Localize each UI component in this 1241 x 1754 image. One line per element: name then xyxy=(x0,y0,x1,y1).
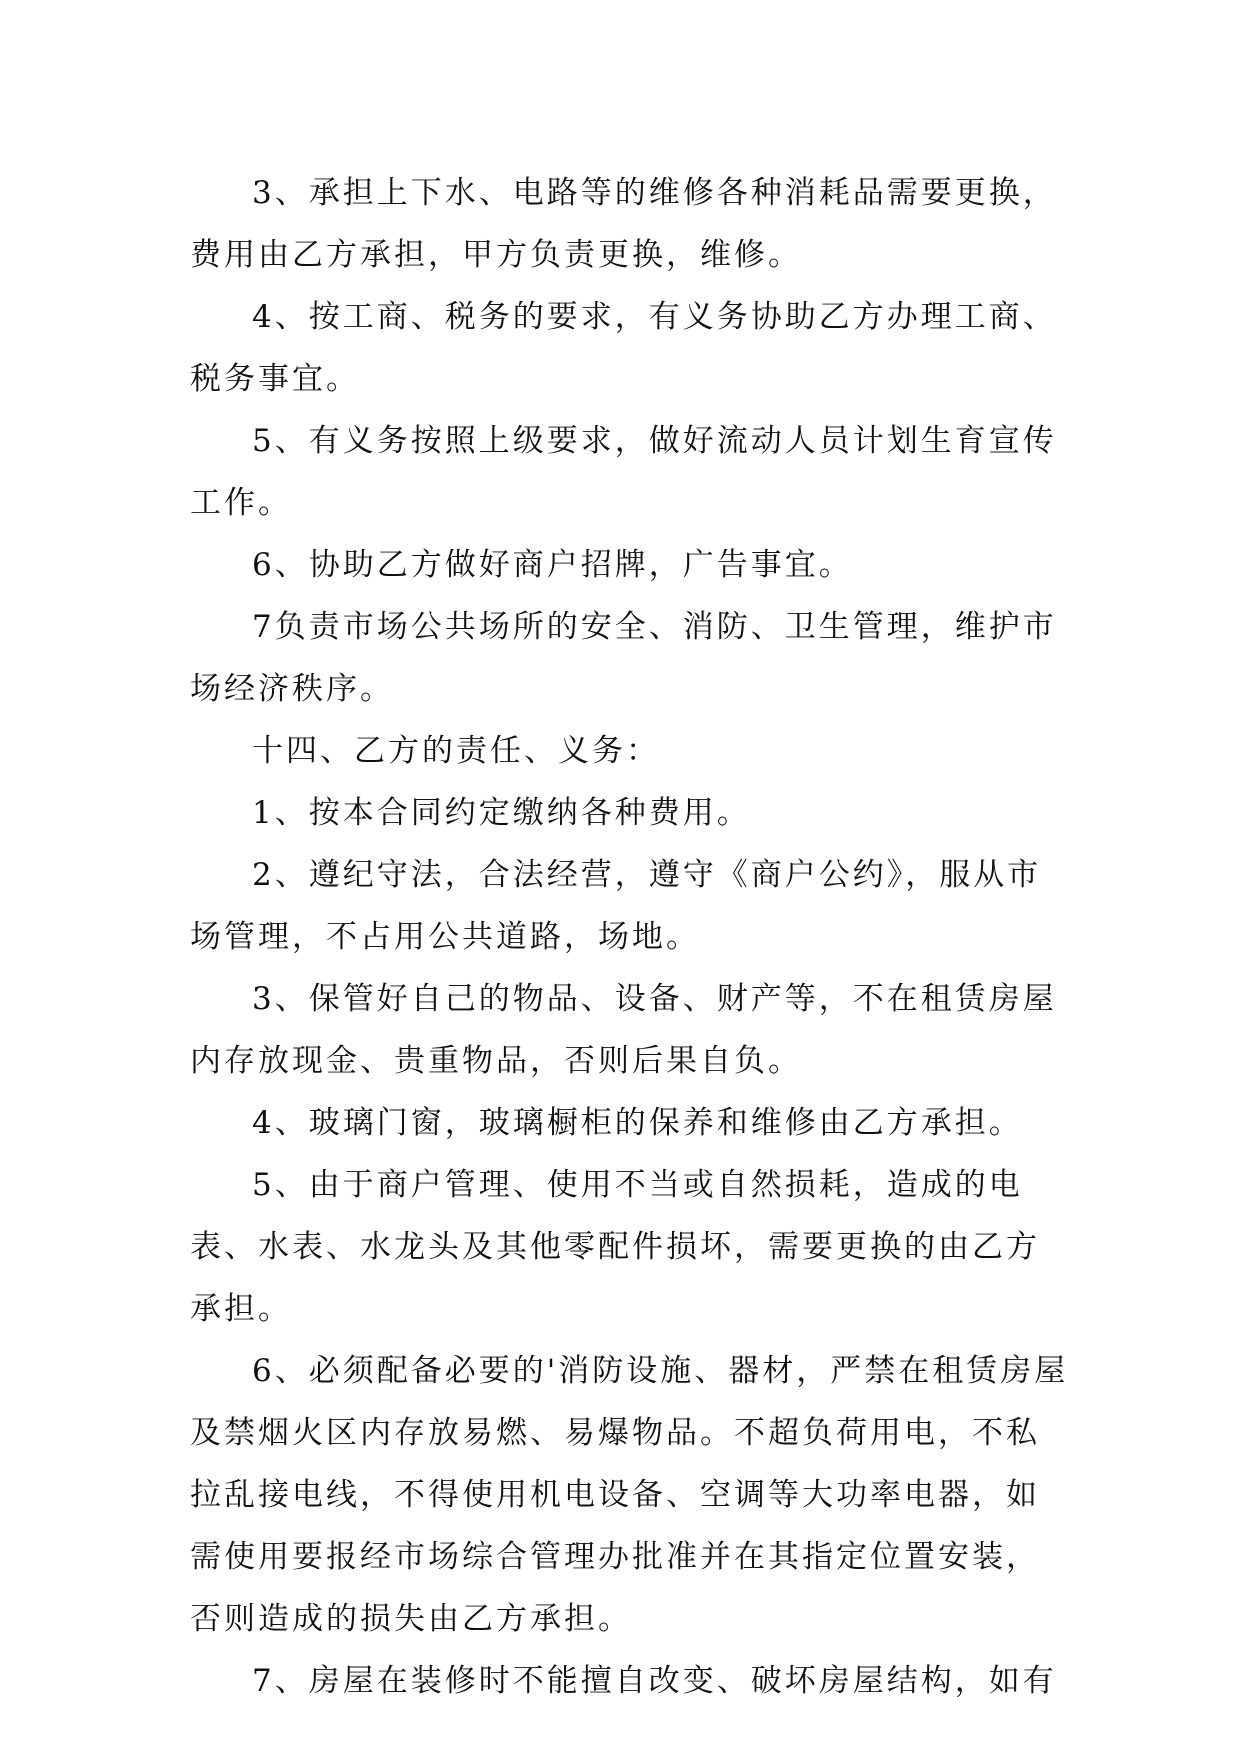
paragraph-b-item-2: 2、遵纪守法，合法经营，遵守《商户公约》，服从市场管理，不占用公共道路，场地。 xyxy=(190,857,1042,955)
paragraph-b-item-4: 4、玻璃门窗，玻璃橱柜的保养和维修由乙方承担。 xyxy=(252,1105,1023,1141)
paragraph-b-item-5: 5、由于商户管理、使用不当或自然损耗，造成的电表、水表、水龙头及其他零配件损坏，需要更换的由乙方承担。 xyxy=(190,1167,1040,1327)
paragraph-b-item-1: 1、按本合同约定缴纳各种费用。 xyxy=(252,795,751,831)
paragraph-b-item-6: 6、必须配备必要的'消防设施、器材，严禁在租赁房屋及禁烟火区内存放易燃、易爆物品。不超负荷用电，不私拉乱接电线，不得使用机电设备、空调等大功率电器，如需使用要报经市场综合管理办批准并在其指定位置安装，否则造成的损失由乙方承担。 xyxy=(190,1353,1069,1637)
paragraph-b-item-7: 7、房屋在装修时不能擅自改变、破坏房屋结构，如有 xyxy=(252,1663,1057,1699)
document-body xyxy=(190,162,1070,1712)
paragraph-item-3-maintenance: 3、承担上下水、电路等的维修各种消耗品需要更换，费用由乙方承担，甲方负责更换，维修。 xyxy=(190,175,1057,273)
paragraph-b-item-3: 3、保管好自己的物品、设备、财产等，不在租赁房屋内存放现金、贵重物品，否则后果自负。 xyxy=(190,981,1057,1079)
section-heading-party-b: 十四、乙方的责任、义务： xyxy=(252,733,660,769)
paragraph-item-5-publicity: 5、有义务按照上级要求，做好流动人员计划生育宣传工作。 xyxy=(190,423,1057,521)
paragraph-item-7-safety: 7负责市场公共场所的安全、消防、卫生管理，维护市场经济秩序。 xyxy=(190,609,1057,707)
paragraph-item-4-tax: 4、按工商、税务的要求，有义务协助乙方办理工商、税务事宜。 xyxy=(190,299,1057,397)
paragraph-item-6-signage: 6、协助乙方做好商户招牌，广告事宜。 xyxy=(252,547,853,583)
